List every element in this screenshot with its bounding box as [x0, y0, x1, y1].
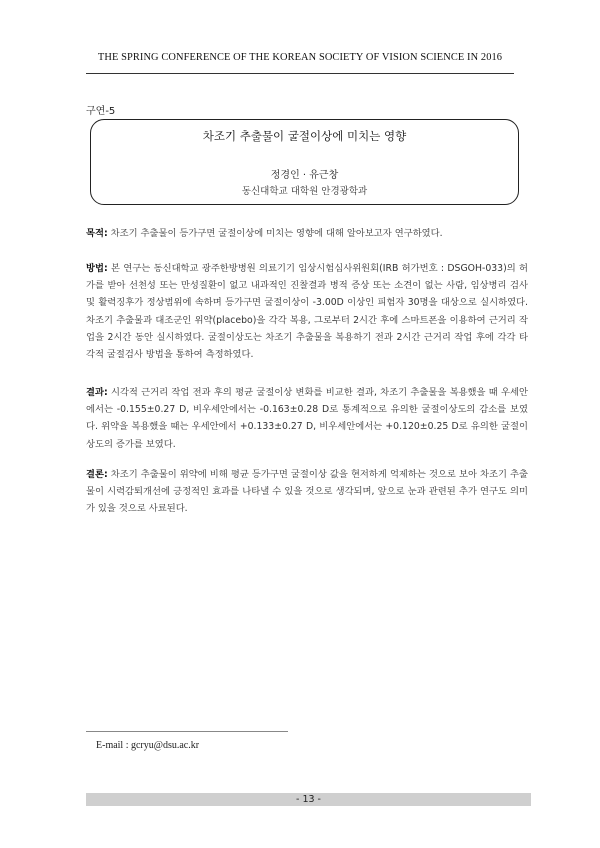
page-footer-bar — [86, 793, 531, 806]
affiliation: 동신대학교 대학원 안경광학과 — [241, 186, 368, 197]
authors: 정경인 · 유근창 — [270, 170, 339, 181]
conclusion-label: 결론: — [86, 469, 108, 480]
conclusion-text: 차조기 추출물이 위약에 비해 평균 등가구면 굴절이상 값을 현저하게 억제하는 것으로 보아 차조기 추출물이 시력감퇴개선에 긍정적인 효과를 나타낼 수 있을 것으로 생각되며, 앞으로 눈과 관련된 추가 연구도 의미가 있을 것으로 사료된다. — [86, 469, 528, 515]
result-label: 결과: — [86, 387, 108, 398]
result-section — [86, 384, 528, 453]
method-section — [86, 260, 528, 363]
method-text: 본 연구는 동신대학교 광주한방병원 의료기기 임상시험심사위원회(IRB 허가번호 : DSGOH-033)의 허가를 받아 선천성 또는 만성질환이 없고 내과적인 진찰결과 병적 증상 또는 소견이 없는 사람, 임상병리 검사 및 활력징후가 정상범위에 속하며 등가구면 굴절이상이 -3.00D 이상인 피험자 30명을 대상으로 실시하였다. 차조기 추출물과 대조군인 위약(placebo)을 각각 복용, 그로부터 2시간 후에 스마트폰을 이용하여 근거리 작업을 2시간 동안 실시하였다. 굴절이상도는 차조기 추출물을 복용하기 전과 2시간 근거리 작업 후에 각각 타각적 굴절검사 방법을 통하여 측정하였다. — [86, 263, 528, 361]
page-number: - 13 - — [296, 794, 321, 805]
footnote-divider — [86, 731, 288, 732]
purpose-text: 차조기 추출물이 등가구면 굴절이상에 미치는 영향에 대해 알아보고자 연구하였다. — [107, 228, 443, 239]
header-divider — [86, 73, 514, 74]
paper-title: 차조기 추출물이 굴절이상에 미치는 영향 — [202, 129, 407, 143]
purpose-label: 목적: — [86, 228, 108, 239]
purpose-section — [86, 225, 528, 242]
title-box — [90, 119, 519, 205]
session-label: 구연-5 — [86, 106, 116, 117]
conference-header: THE SPRING CONFERENCE OF THE KOREAN SOCIETY OF VISION SCIENCE IN 2016 — [97, 52, 503, 63]
conclusion-section — [86, 466, 528, 518]
result-text: 시각적 근거리 작업 전과 후의 평균 굴절이상 변화를 비교한 결과, 차조기 추출물을 복용했을 때 우세안에서는 -0.155±0.27 D, 비우세안에서는 -0.163±0.28 D로 통계적으로 유의한 굴절이상도의 감소를 보였다. 위약을 복용했을 때는 우세안에서 +0.133±0.27 D, 비우세안에서는 +0.120±0.25 D로 유의한 굴절이상도의 증가를 보였다. — [86, 387, 528, 450]
author-email: E-mail : gcryu@dsu.ac.kr — [96, 740, 200, 751]
method-label: 방법: — [86, 263, 108, 274]
